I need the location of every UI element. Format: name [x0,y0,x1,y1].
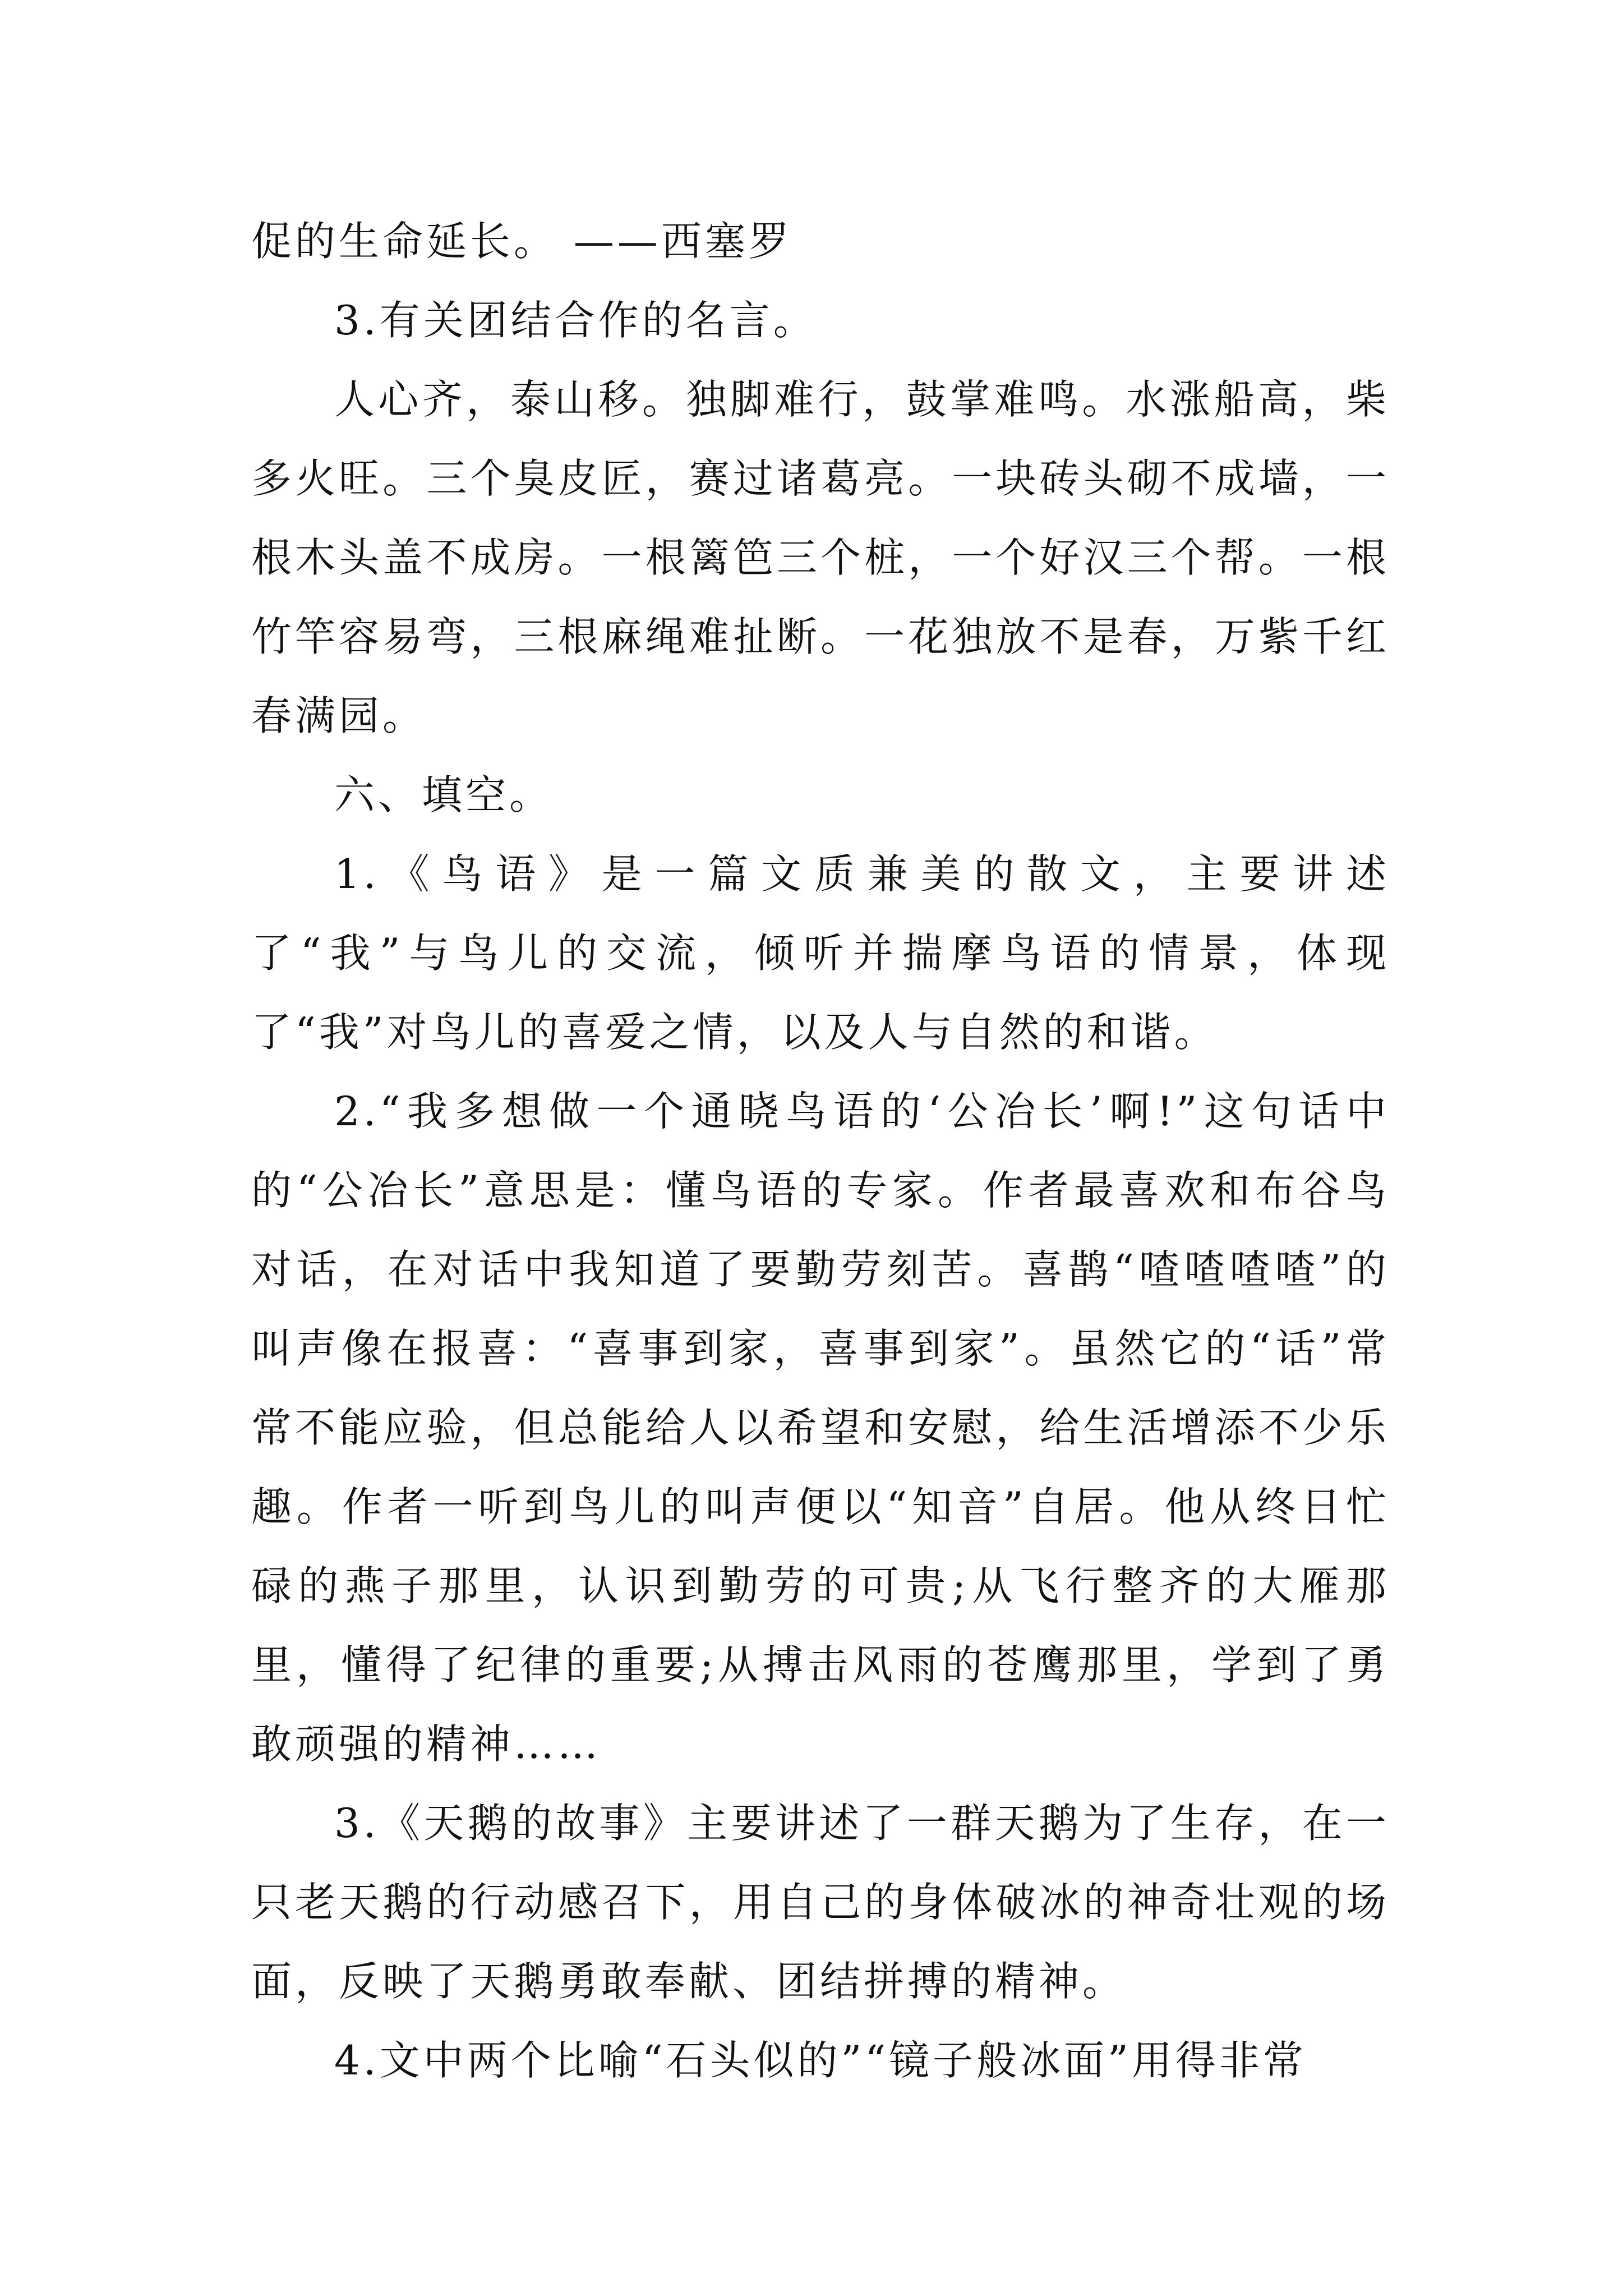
section-heading-fill-blanks: 六、填空。 [334,771,554,818]
paragraph-item-4: 4.文中两个比喻“石头似的”“镜子般冰面”用得非常 [334,2037,1307,2084]
document-body [251,202,1390,2100]
paragraph-heading-unity-quotes: 3.有关团结合作的名言。 [334,297,817,344]
paragraph-quote-ending: 促的生命延长。 ——西塞罗 [251,218,792,265]
paragraph-item-2: 2.“我多想做一个通晓鸟语的‘公冶长’啊!”这句话中的“公冶长”意思是：懂鸟语的专家。作者最喜欢和布谷鸟对话，在对话中我知道了要勤劳刻苦。喜鹊“喳喳喳喳”的叫声像在报喜：“喜事到家，喜事到家”。虽然它的“话”常常不能应验，但总能给人以希望和安慰，给生活增添不少乐趣。作者一听到鸟儿的叫声便以“知音”自居。他从终日忙碌的燕子那里，认识到勤劳的可贵;从飞行整齐的大雁那里，懂得了纪律的重要;从搏击风雨的苍鹰那里，学到了勇敢顽强的精神…… [251,1088,1390,1768]
paragraph-item-3: 3.《天鹅的故事》主要讲述了一群天鹅为了生存，在一只老天鹅的行动感召下，用自己的身体破冰的神奇壮观的场面，反映了天鹅勇敢奉献、团结拼搏的精神。 [251,1800,1390,2005]
paragraph-unity-quotes: 人心齐，泰山移。独脚难行，鼓掌难鸣。水涨船高，柴多火旺。三个臭皮匠，赛过诸葛亮。一块砖头砌不成墙，一根木头盖不成房。一根篱笆三个桩，一个好汉三个帮。一根竹竿容易弯，三根麻绳难扯断。一花独放不是春，万紫千红春满园。 [251,376,1390,739]
paragraph-item-1: 1.《鸟语》是一篇文质兼美的散文，主要讲述了“我”与鸟儿的交流，倾听并揣摩鸟语的情景，体现了“我”对鸟儿的喜爱之情，以及人与自然的和谐。 [251,850,1390,1056]
